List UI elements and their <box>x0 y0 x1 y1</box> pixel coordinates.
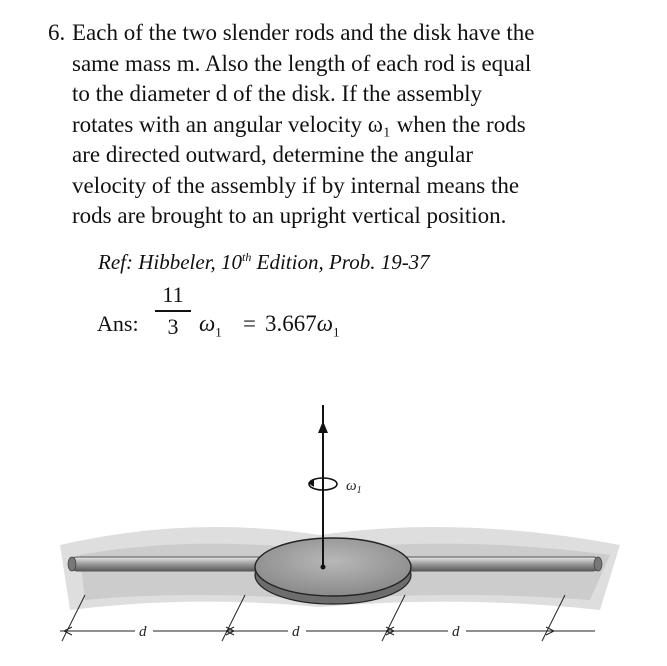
answer-label: Ans: <box>97 311 139 336</box>
problem-line: rotates with an angular velocity ω₁ when the rods <box>72 111 526 137</box>
dim-label-center: d <box>292 624 300 640</box>
problem-line: to the diameter d of the disk. If the assembly <box>72 81 483 106</box>
answer-fraction <box>152 282 194 340</box>
problem-line: are directed outward, determine the angular <box>72 142 474 167</box>
dim-label-right: d <box>452 624 460 640</box>
problem-statement <box>48 18 658 232</box>
answer-value: $3.667\omega_1$ <box>265 311 340 340</box>
omega-label: $\omega_1$ <box>346 478 362 496</box>
fraction-numerator: 11 <box>162 282 184 307</box>
right-rod <box>390 557 602 571</box>
reference-suffix: Edition, Prob. 19-37 <box>251 250 430 274</box>
equals-sign: = <box>243 311 256 336</box>
reference-line <box>98 250 430 275</box>
problem-line: Each of the two slender rods and the disk have the <box>72 20 535 45</box>
fraction-denominator: 3 <box>167 313 179 339</box>
dim-label-left: d <box>139 624 147 640</box>
fraction-bar <box>155 310 191 312</box>
disk <box>255 538 411 604</box>
problem-number: 6. <box>48 20 66 45</box>
left-rod <box>68 557 280 571</box>
assembly-figure <box>40 395 640 655</box>
answer-block <box>97 282 427 372</box>
omega-symbol: $\omega_1$ <box>199 311 222 340</box>
problem-line: same mass m. Also the length of each rod is equal <box>72 50 532 76</box>
reference-sup: th <box>242 250 252 264</box>
problem-line: velocity of the assembly if by internal means the <box>72 172 520 198</box>
reference-prefix: Ref: Hibbeler, 10 <box>98 250 243 274</box>
problem-line: rods are brought to an upright vertical position. <box>72 203 507 228</box>
